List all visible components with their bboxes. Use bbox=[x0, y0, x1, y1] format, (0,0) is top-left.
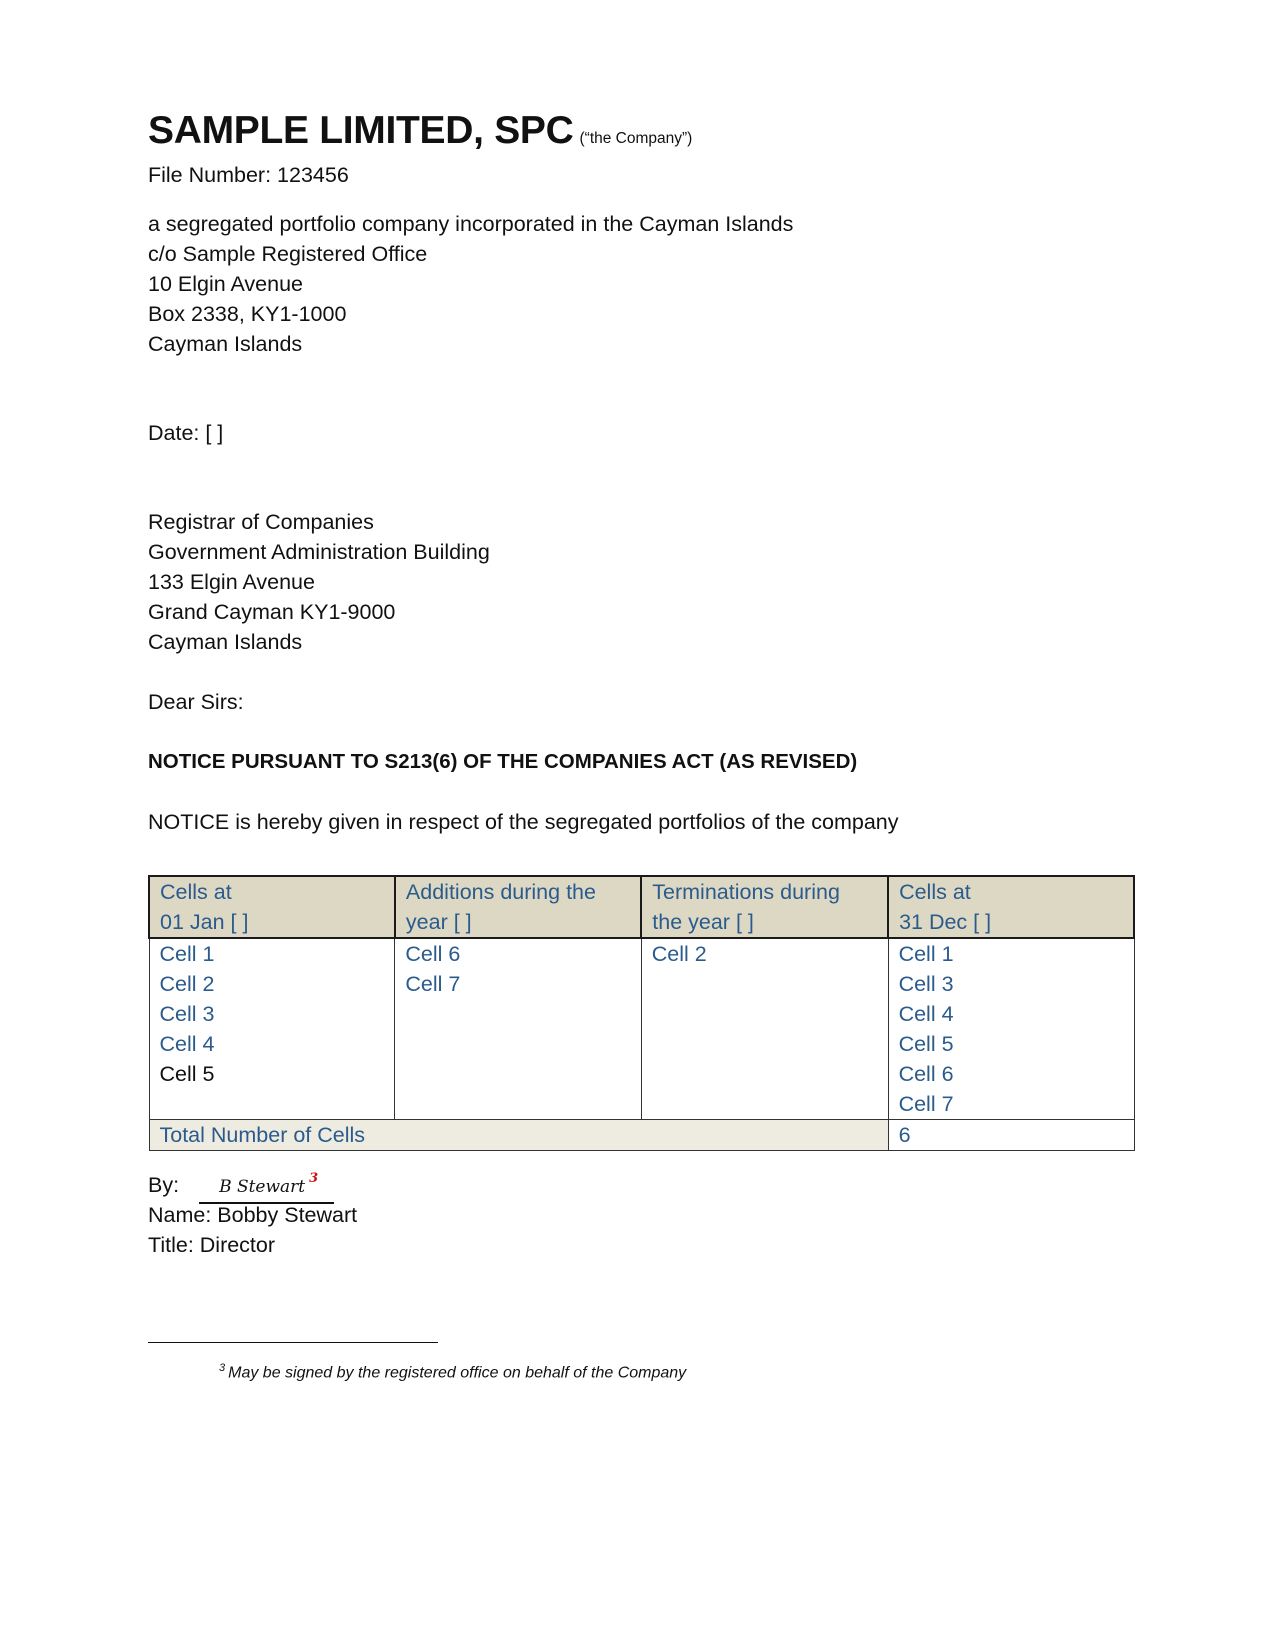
registrar-line: Cayman Islands bbox=[148, 630, 303, 654]
list-item: Cell 2 bbox=[651, 942, 707, 966]
list-item: Cell 4 bbox=[159, 1032, 215, 1056]
address-line: Box 2338, KY1-1000 bbox=[148, 302, 347, 326]
header-terminations bbox=[641, 876, 888, 938]
header-cells-at-start bbox=[149, 876, 395, 938]
header-text: Terminations during bbox=[652, 880, 840, 904]
registrar-line: Registrar of Companies bbox=[148, 510, 374, 534]
list-item: Cell 7 bbox=[898, 1092, 954, 1116]
by-label: By: bbox=[148, 1173, 180, 1197]
company-address bbox=[148, 209, 1138, 359]
signature-line bbox=[148, 1168, 334, 1202]
list-item: Cell 2 bbox=[159, 972, 215, 996]
table-header-row bbox=[149, 876, 1134, 938]
address-line: 10 Elgin Avenue bbox=[148, 272, 304, 296]
company-alias: (“the Company”) bbox=[579, 130, 693, 147]
additions-column bbox=[395, 938, 641, 1120]
footnote-text: May be signed by the registered office on behalf of the Company bbox=[228, 1364, 687, 1382]
list-item: Cell 6 bbox=[898, 1062, 954, 1086]
document-page bbox=[148, 102, 1138, 1382]
date-line: Date: [ ] bbox=[148, 421, 224, 445]
footnote-number: 3 bbox=[219, 1362, 226, 1374]
file-number: File Number: 123456 bbox=[148, 163, 349, 187]
header-cells-at-end bbox=[888, 876, 1134, 938]
salutation: Dear Sirs: bbox=[148, 690, 244, 714]
list-item: Cell 5 bbox=[898, 1032, 954, 1056]
footnote-divider bbox=[148, 1342, 438, 1343]
registrar-address bbox=[148, 507, 1138, 657]
header-additions bbox=[395, 876, 641, 938]
list-item: Cell 1 bbox=[159, 942, 215, 966]
registrar-line: Government Administration Building bbox=[148, 540, 490, 564]
signature-text: B Stewart bbox=[219, 1177, 306, 1197]
header-text: Additions during the bbox=[405, 880, 596, 904]
header-text: 31 Dec [ ] bbox=[899, 910, 992, 934]
company-name: SAMPLE LIMITED, SPC bbox=[148, 109, 574, 152]
table-row bbox=[149, 938, 1134, 1120]
list-item: Cell 7 bbox=[405, 972, 461, 996]
list-item: Cell 4 bbox=[898, 1002, 954, 1026]
header-text: Cells at bbox=[160, 880, 232, 904]
cells-at-start-column bbox=[149, 938, 395, 1120]
registrar-line: Grand Cayman KY1-9000 bbox=[148, 600, 396, 624]
signer-name: Name: Bobby Stewart bbox=[148, 1203, 358, 1227]
list-item: Cell 3 bbox=[898, 972, 954, 996]
header-text: 01 Jan [ ] bbox=[160, 910, 249, 934]
footnote-reference: 3 bbox=[309, 1171, 319, 1186]
header-text: the year [ ] bbox=[652, 910, 754, 934]
terminations-column bbox=[641, 938, 888, 1120]
registrar-line: 133 Elgin Avenue bbox=[148, 570, 315, 594]
list-item: Cell 1 bbox=[898, 942, 954, 966]
signer-title: Title: Director bbox=[148, 1233, 276, 1257]
footnote bbox=[219, 1356, 686, 1385]
total-value: 6 bbox=[888, 1120, 1134, 1151]
header-text: year [ ] bbox=[405, 910, 472, 934]
total-label: Total Number of Cells bbox=[149, 1120, 888, 1151]
address-line: Cayman Islands bbox=[148, 332, 303, 356]
signer-details bbox=[148, 1200, 357, 1260]
notice-text: NOTICE is hereby given in respect of the segregated portfolios of the company bbox=[148, 810, 899, 834]
table-total-row bbox=[149, 1120, 1134, 1151]
address-line: a segregated portfolio company incorporated in the Cayman Islands bbox=[148, 212, 794, 236]
cells-at-end-column bbox=[888, 938, 1134, 1120]
portfolio-cells-table bbox=[148, 875, 1135, 1151]
header-text: Cells at bbox=[899, 880, 971, 904]
notice-heading: NOTICE PURSUANT TO S213(6) OF THE COMPANIES ACT (AS REVISED) bbox=[148, 750, 858, 773]
list-item: Cell 6 bbox=[405, 942, 461, 966]
company-title bbox=[148, 102, 1138, 160]
list-item: Cell 5 bbox=[159, 1062, 215, 1086]
list-item: Cell 3 bbox=[159, 1002, 215, 1026]
address-line: c/o Sample Registered Office bbox=[148, 242, 428, 266]
